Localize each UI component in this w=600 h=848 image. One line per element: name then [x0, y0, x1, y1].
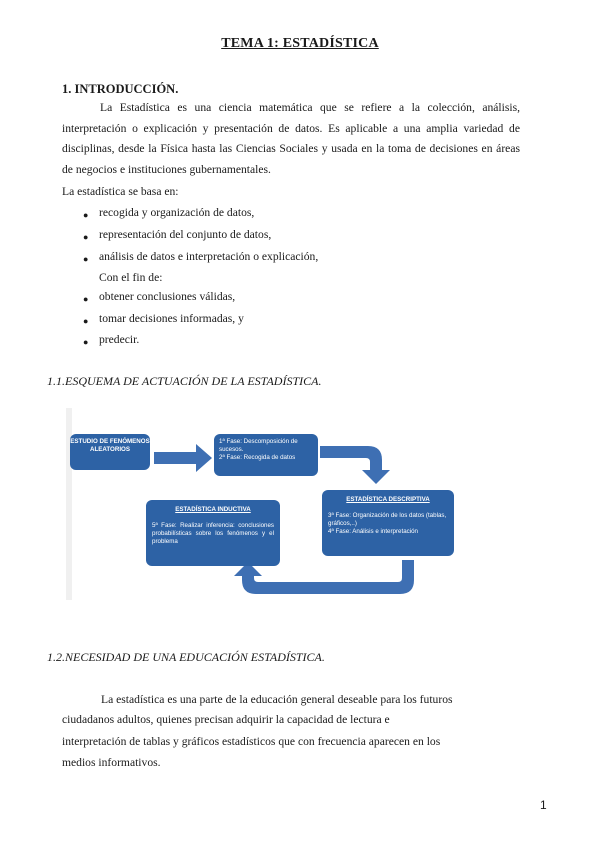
list-item: obtener conclusiones válidas, — [99, 290, 236, 303]
list-item: recogida y organización de datos, — [99, 206, 255, 219]
list-item: representación del conjunto de datos, — [99, 228, 272, 241]
bullet-icon: ● — [83, 254, 89, 264]
box-descriptive — [322, 490, 454, 556]
box-inductive — [146, 500, 280, 566]
section-heading-necesidad: 1.2.NECESIDAD DE UNA EDUCACIÓN ESTADÍSTICA. — [47, 650, 325, 664]
bullet-icon: ● — [83, 210, 89, 220]
statistics-flow-diagram — [66, 408, 466, 600]
paragraph-line: interpretación de tablas y gráficos estadísticos que con frecuencia aparecen en los — [62, 735, 441, 748]
intro-paragraph-text: La Estadística es una ciencia matemática que se refiere a la colección, análisis, interpretación o explicación y presentación de datos. Es aplicable a una amplia variedad de disciplinas, desde la Física hasta las Ciencias Sociales y usada en la toma de decisiones en áreas de negocios e instituciones gubernamentales. — [62, 101, 520, 176]
list-item: tomar decisiones informadas, y — [99, 312, 244, 325]
descriptive-title: ESTADÍSTICA DESCRIPTIVA — [346, 496, 430, 503]
phase-5-text: 5ª Fase: Realizar inferencia: conclusiones probabilísticas sobre los fenómenos y el problema — [152, 522, 274, 545]
intro-paragraph — [62, 98, 520, 180]
page-title: TEMA 1: ESTADÍSTICA — [221, 36, 379, 51]
arrow-right-icon — [154, 444, 212, 472]
section-heading-esquema: 1.1.ESQUEMA DE ACTUACIÓN DE LA ESTADÍSTICA. — [47, 374, 322, 388]
paragraph-line: La estadística es una parte de la educación general deseable para los futuros — [101, 693, 453, 706]
bullet-icon: ● — [83, 294, 89, 304]
page-number: 1 — [540, 798, 547, 812]
box-study — [70, 434, 150, 470]
inductive-title: ESTADÍSTICA INDUCTIVA — [175, 506, 251, 513]
list-item: predecir. — [99, 333, 140, 346]
list-item: análisis de datos e interpretación o explicación, — [99, 250, 319, 263]
phase-1-text: 1ª Fase: Descomposición de sucesos. — [219, 438, 298, 453]
phase-2-text: 2ª Fase: Recogida de datos — [219, 454, 296, 461]
box-study-label: ESTUDIO DE FENÓMENOS ALEATORIOS — [70, 438, 150, 453]
paragraph-line: medios informativos. — [62, 756, 161, 769]
paragraph-line: ciudadanos adultos, quienes precisan adquirir la capacidad de lectura e — [62, 713, 390, 726]
bullet-icon: ● — [83, 337, 89, 347]
bullet-icon: ● — [83, 316, 89, 326]
purpose-intro: Con el fin de: — [99, 271, 163, 284]
arrow-down-curve-icon — [320, 446, 390, 484]
box-phases-1-2 — [214, 434, 318, 476]
section-heading-introduccion: 1. INTRODUCCIÓN. — [62, 82, 179, 96]
bullet-icon: ● — [83, 232, 89, 242]
basis-intro: La estadística se basa en: — [62, 185, 179, 198]
phase-3-text: 3ª Fase: Organización de los datos (tablas, gráficos,..) — [328, 512, 447, 527]
phase-4-text: 4ª Fase: Análisis e interpretación — [328, 528, 418, 535]
